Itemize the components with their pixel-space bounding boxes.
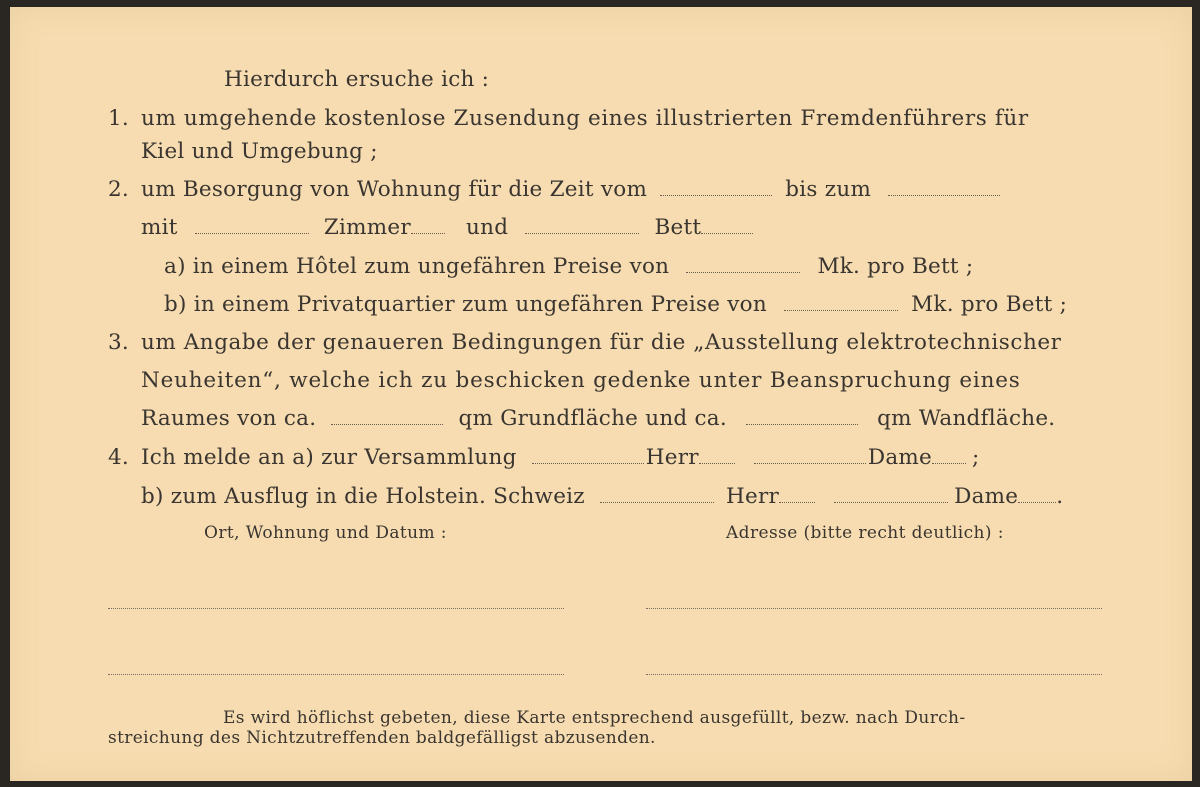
item-2b-text: b) in einem Privatquartier zum ungefähren Preise von (164, 292, 767, 317)
place-date-label: Ort, Wohnung und Datum : (204, 523, 447, 543)
item-3-floor-text: qm Grundfläche und ca. (458, 406, 727, 431)
date-from-blank[interactable] (660, 194, 772, 196)
address-label: Adresse (bitte recht deutlich) : (726, 523, 1004, 543)
item-2b-unit: Mk. pro Bett ; (911, 292, 1068, 317)
meeting-gentlemen-blank[interactable] (532, 462, 644, 464)
private-price-blank[interactable] (784, 309, 898, 311)
meeting-ladies-suffix[interactable] (932, 462, 966, 464)
item-4a-herr: Herr (645, 445, 699, 470)
item-3-room-text: Raumes von ca. (141, 406, 317, 431)
item-3-number: 3. (108, 330, 130, 355)
item-3-line-1: um Angabe der genaueren Bedingungen für die „Ausstellung elektrotechnischer (141, 330, 1062, 355)
postcard-reply-form (10, 7, 1192, 781)
address-line-1[interactable] (646, 608, 1102, 609)
item-4b-herr: Herr (725, 484, 780, 509)
excursion-gentlemen-suffix[interactable] (779, 501, 815, 503)
item-4b-text: b) zum Ausflug in die Holstein. Schweiz (141, 484, 585, 509)
floor-area-blank[interactable] (331, 423, 443, 425)
item-3-line-3 (141, 406, 1055, 431)
place-date-line-2[interactable] (108, 674, 564, 675)
item-3-wall-text: qm Wandfläche. (877, 406, 1056, 431)
excursion-gentlemen-blank[interactable] (600, 501, 714, 503)
item-2a-unit: Mk. pro Bett ; (817, 254, 974, 279)
meeting-gentlemen-suffix[interactable] (699, 462, 735, 464)
footer-line-1: Es wird höflichst gebeten, diese Karte entsprechend ausgefüllt, bezw. nach Durch- (223, 708, 966, 728)
item-2b-private (164, 292, 1067, 317)
item-1-line-1: um umgehende kostenlose Zusendung eines illustrierten Fremdenführers für (141, 106, 1029, 131)
excursion-ladies-blank[interactable] (834, 501, 948, 503)
address-line-2[interactable] (646, 674, 1102, 675)
excursion-ladies-suffix[interactable] (1018, 501, 1056, 503)
hotel-price-blank[interactable] (686, 271, 800, 273)
item-2-line-2 (141, 215, 753, 240)
item-2-and-text: und (466, 215, 509, 240)
item-2-number: 2. (108, 177, 130, 202)
item-2a-hotel (164, 254, 973, 279)
item-2-rooms-text: Zimmer (323, 215, 411, 240)
rooms-count-blank[interactable] (195, 232, 309, 234)
item-2-beds-text: Bett (654, 215, 702, 240)
date-until-blank[interactable] (888, 194, 1000, 196)
item-2-line-1 (141, 177, 1000, 202)
beds-count-blank[interactable] (525, 232, 639, 234)
item-4b-end: . (1056, 484, 1064, 509)
item-1-line-2: Kiel und Umgebung ; (141, 139, 378, 164)
item-4a-dame: Dame (867, 445, 933, 470)
item-4b-dame: Dame (954, 484, 1019, 509)
item-1-number: 1. (108, 106, 130, 131)
item-4a-text: Ich melde an a) zur Versammlung (141, 445, 517, 470)
item-4-line-2 (141, 484, 1063, 509)
item-4-number: 4. (108, 445, 130, 470)
intro-text: Hierdurch ersuche ich : (224, 67, 490, 92)
place-date-line-1[interactable] (108, 608, 564, 609)
meeting-ladies-blank[interactable] (754, 462, 866, 464)
wall-area-blank[interactable] (746, 423, 858, 425)
item-2-with-text: mit (141, 215, 178, 240)
beds-suffix-blank[interactable] (701, 232, 753, 234)
item-2-period-text: um Besorgung von Wohnung für die Zeit vom (141, 177, 648, 202)
item-2-until-text: bis zum (785, 177, 872, 202)
item-3-line-2: Neuheiten“, welche ich zu beschicken gedenke unter Beanspruchung eines (141, 368, 1021, 393)
item-4-line-1 (141, 445, 980, 470)
item-4a-end: ; (972, 445, 980, 470)
rooms-suffix-blank[interactable] (411, 232, 445, 234)
footer-line-2: streichung des Nichtzutreffenden baldgefälligst abzusenden. (108, 728, 656, 748)
item-2a-text: a) in einem Hôtel zum ungefähren Preise von (164, 254, 670, 279)
